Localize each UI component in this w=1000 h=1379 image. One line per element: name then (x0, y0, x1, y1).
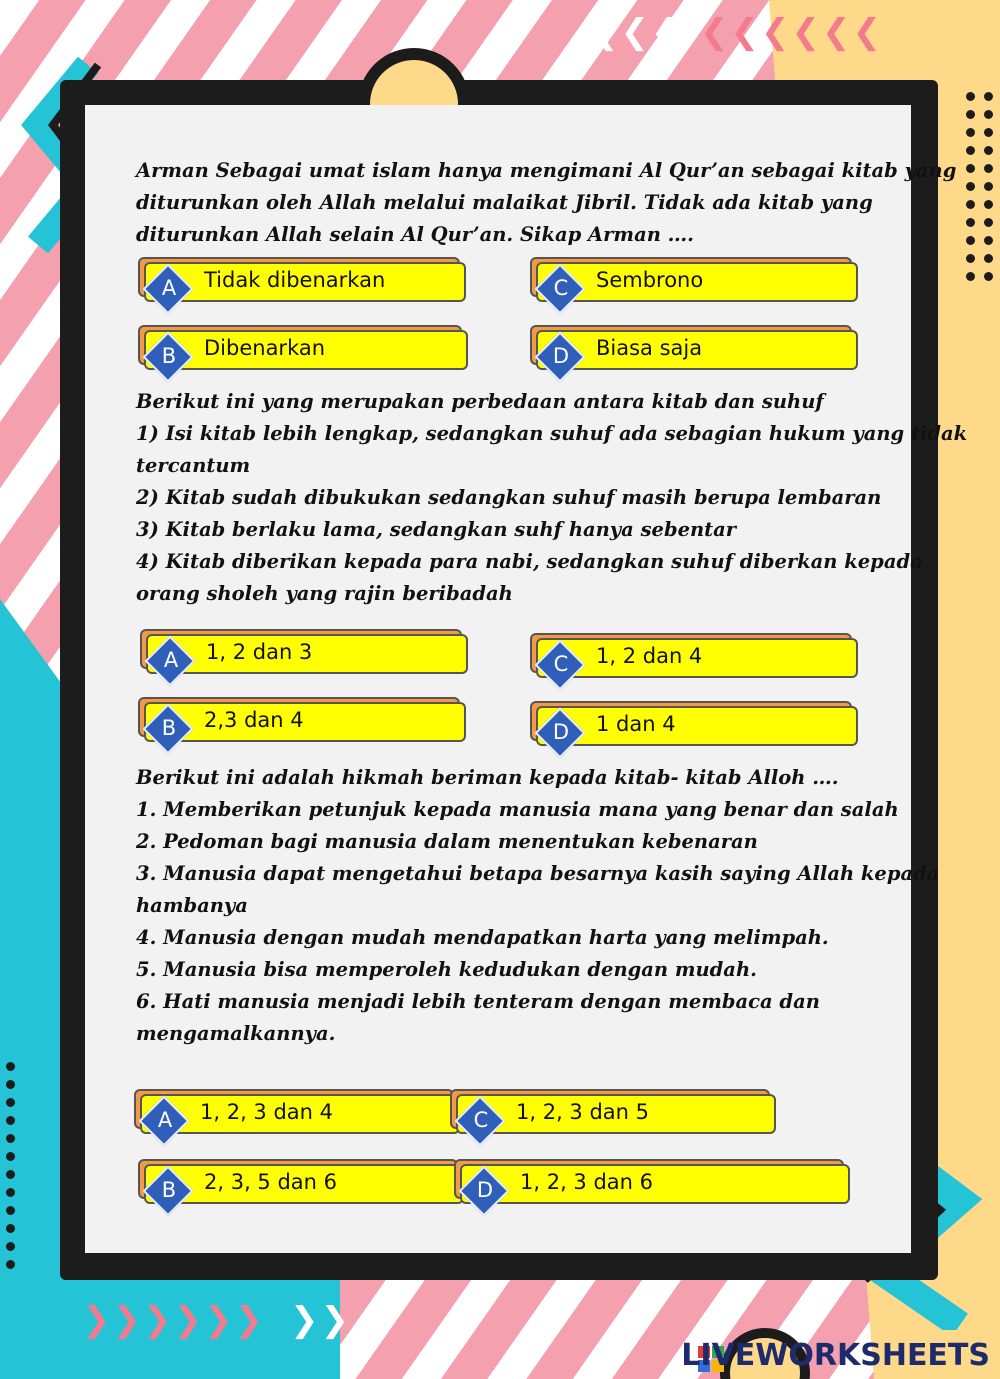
question-line: 1. Memberikan petunjuk kepada manusia mana yang benar dan salah (136, 798, 899, 821)
dot-column-bottom-left (6, 1062, 15, 1269)
question-line: 4. Manusia dengan mudah mendapatkan harta yang melimpah. (136, 926, 829, 949)
question-2-text (136, 386, 967, 610)
question-line: 2) Kitab sudah dibukukan sedangkan suhuf masih berupa lembaran (136, 486, 882, 509)
option-label: 2, 3, 5 dan 6 (204, 1170, 338, 1194)
question-line: 1) Isi kitab lebih lengkap, sedangkan suhuf ada sebagian hukum yang tidak (136, 422, 968, 445)
option-label: 1, 2 dan 4 (596, 644, 703, 668)
chevron-row-pink-icon: ❮❮❮❮❮❮ (700, 12, 883, 52)
q2-option-a[interactable]: A 1, 2 dan 3 (140, 634, 468, 674)
question-line: tercantum (136, 454, 251, 477)
question-3-text (136, 762, 939, 1050)
option-label: 1, 2, 3 dan 4 (200, 1100, 334, 1124)
q1-option-c[interactable]: C Sembrono (530, 262, 858, 302)
question-1-text (136, 155, 956, 251)
question-line: Arman Sebagai umat islam hanya mengimani Al Qur’an sebagai kitab yang (136, 159, 957, 182)
option-label: Tidak dibenarkan (204, 268, 386, 292)
question-line: diturunkan oleh Allah melalui malaikat Jibril. Tidak ada kitab yang (136, 191, 873, 214)
q3-option-b[interactable]: B 2, 3, 5 dan 6 (138, 1164, 464, 1204)
option-label: 2,3 dan 4 (204, 708, 304, 732)
chevron-row-bottom-white-icon: ❯❯ (290, 1300, 351, 1340)
q3-option-d[interactable]: D 1, 2, 3 dan 6 (454, 1164, 850, 1204)
q1-option-b[interactable]: B Dibenarkan (138, 330, 468, 370)
chevron-row-white-icon: ❮❮❮ (590, 12, 682, 52)
option-label: 1 dan 4 (596, 712, 676, 736)
option-label: 1, 2 dan 3 (206, 640, 313, 664)
chevron-row-bottom-pink-icon: ❯❯❯❯❯❯ (82, 1300, 265, 1340)
option-label: Dibenarkan (204, 336, 326, 360)
question-line: Berikut ini adalah hikmah beriman kepada kitab- kitab Alloh …. (136, 766, 839, 789)
question-line: hambanya (136, 894, 248, 917)
question-line: Berikut ini yang merupakan perbedaan antara kitab dan suhuf (136, 390, 824, 413)
question-line: 2. Pedoman bagi manusia dalam menentukan kebenaran (136, 830, 758, 853)
q1-option-d[interactable]: D Biasa saja (530, 330, 858, 370)
q2-option-c[interactable]: C 1, 2 dan 4 (530, 638, 858, 678)
option-label: 1, 2, 3 dan 5 (516, 1100, 650, 1124)
q2-option-b[interactable]: B 2,3 dan 4 (138, 702, 466, 742)
q3-option-c[interactable]: C 1, 2, 3 dan 5 (450, 1094, 776, 1134)
q3-option-a[interactable]: A 1, 2, 3 dan 4 (134, 1094, 460, 1134)
liveworksheets-brand[interactable]: LIVEWORKSHEETS (681, 1338, 990, 1373)
question-line: 5. Manusia bisa memperoleh kedudukan dengan mudah. (136, 958, 757, 981)
question-line: 4) Kitab diberikan kepada para nabi, sedangkan suhuf diberkan kepada (136, 550, 923, 573)
question-line: mengamalkannya. (136, 1022, 336, 1045)
option-label: 1, 2, 3 dan 6 (520, 1170, 654, 1194)
option-label: Sembrono (596, 268, 704, 292)
question-line: 6. Hati manusia menjadi lebih tenteram dengan membaca dan (136, 990, 820, 1013)
q2-option-d[interactable]: D 1 dan 4 (530, 706, 858, 746)
option-label: Biasa saja (596, 336, 703, 360)
question-line: 3. Manusia dapat mengetahui betapa besarnya kasih saying Allah kepada (136, 862, 940, 885)
question-line: diturunkan Allah selain Al Qur’an. Sikap Arman …. (136, 223, 694, 246)
question-line: orang sholeh yang rajin beribadah (136, 582, 513, 605)
q1-option-a[interactable]: A Tidak dibenarkan (138, 262, 466, 302)
question-line: 3) Kitab berlaku lama, sedangkan suhf hanya sebentar (136, 518, 737, 541)
dot-grid-top-right (966, 92, 993, 281)
